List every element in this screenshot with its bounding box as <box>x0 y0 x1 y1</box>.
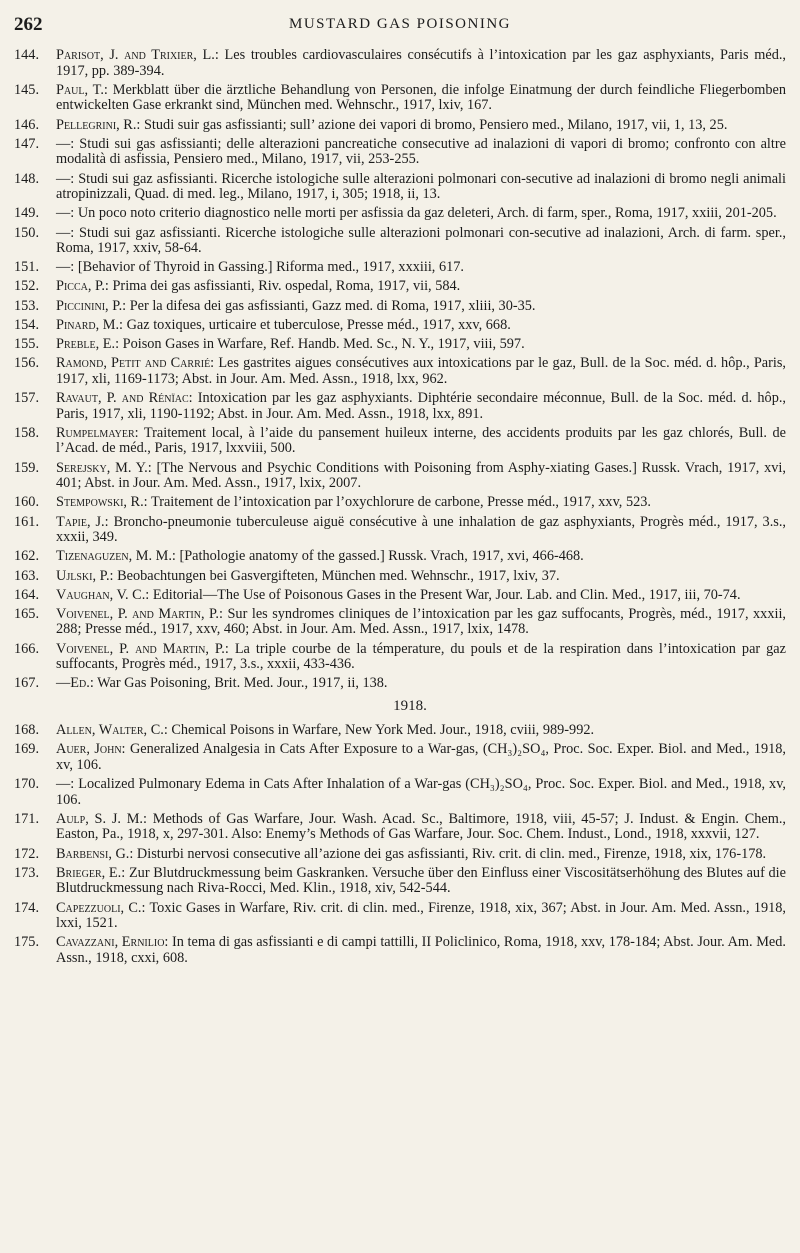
entry-text <box>56 723 786 739</box>
entry-number: 170. <box>14 776 40 792</box>
entry-text <box>56 866 786 897</box>
entry-author: Pinard, M.: <box>56 316 124 333</box>
bibliography-entry <box>14 495 786 511</box>
entry-author: —: <box>56 205 75 222</box>
entry-citation: Traitement local, à l’aide du pansement huileux interne, des accidents produits par les gaz chlorés, Bull. de l’Acad. de méd., Paris, 1917, lxxviii, 500. <box>56 424 786 457</box>
entry-citation: Chemical Poisons in Warfare, New York Med. Jour., 1918, cviii, 989-992. <box>171 722 595 739</box>
entry-text <box>56 299 786 315</box>
bibliography-entry <box>14 206 786 222</box>
entry-author: Rumpelmayer: <box>56 424 139 441</box>
entry-author: Ujlski, P.: <box>56 567 114 584</box>
entry-author: Auer, John: <box>56 741 126 758</box>
entry-text <box>56 426 786 457</box>
bibliography-entry <box>14 935 786 966</box>
entry-number: 157. <box>14 390 40 406</box>
entry-author: Paul, T.: <box>56 81 108 98</box>
entry-author: —: <box>56 135 75 152</box>
bibliography-entry <box>14 226 786 257</box>
entry-citation: Per la difesa dei gas asfissianti, Gazz med. di Roma, 1917, xliii, 30-35. <box>129 297 536 314</box>
entry-citation: Zur Blutdruckmessung beim Gaskranken. Versuche über den Einfluss einer Viscositätserhöhung des Blutes auf die Blutdruckmessung nach Riva-Rocci, Med. Klin., 1918, xiv, 542-544. <box>56 864 787 897</box>
entry-number: 153. <box>14 297 40 314</box>
entry-citation: Studi sui gaz asfissianti. Ricerche istologiche sulle alterazioni polmonari con-secutive ad inalazioni, Arch. di farm. sper., Roma, 1917, xxiv, 58-64. <box>56 224 786 257</box>
entry-citation: Les gastrites aigues consécutives aux intoxications par le gaz, Bull. de la Soc. méd. d. hôp., Paris, 1917, xli, 1169-1173; Abst. in Jour. Am. Med. Assn., 1918, lxx, 962. <box>56 355 786 387</box>
entry-number: 149. <box>14 205 40 222</box>
entry-text <box>56 337 786 353</box>
page-number: 262 <box>14 14 43 35</box>
entry-citation: Poison Gases in Warfare, Ref. Handb. Med. Sc., N. Y., 1917, viii, 597. <box>122 336 525 353</box>
entry-number: 161. <box>14 513 40 530</box>
entry-citation: Studi sui gas asfissianti; delle alterazioni pancreatiche consecutive ad inalazioni di vapori di bromo; confronto con altre modalità di asfissia, Pensiero med., Milano, 1917, vii, 253-255. <box>56 135 786 168</box>
bibliography-entry <box>14 118 786 134</box>
entry-text <box>56 642 786 673</box>
entry-text <box>56 206 786 222</box>
entry-author: Allen, Walter, C.: <box>56 722 168 739</box>
bibliography-entry <box>14 391 786 422</box>
entry-citation: Localized Pulmonary Edema in Cats After Inhalation of a War-gas (CH₃)₂SO₄, Proc. Soc. Exper. Biol. and Med., 1918, xv, 106. <box>56 776 787 808</box>
bibliography-entry <box>14 676 786 692</box>
entry-text <box>56 935 786 966</box>
bibliography-entry <box>14 642 786 673</box>
entry-number: 150. <box>14 224 40 241</box>
entry-text <box>56 318 786 334</box>
entry-text <box>56 847 786 863</box>
running-title: MUSTARD GAS POISONING <box>289 16 511 32</box>
entry-text <box>56 588 786 604</box>
entry-citation: [Pathologie anatomy of the gassed.] Russk. Vrach, 1917, xvi, 466-468. <box>179 548 584 565</box>
bibliography-entry <box>14 723 786 739</box>
entry-text <box>56 812 786 843</box>
entry-author: Picca, P.: <box>56 278 109 295</box>
entry-author: —: <box>56 259 75 276</box>
entry-author: Parisot, J. and Trixier, L.: <box>56 47 219 63</box>
bibliography-entry <box>14 48 786 79</box>
entry-author: Serejsky, M. Y.: <box>56 459 152 476</box>
entry-citation: Disturbi nervosi consecutive all’azione dei gas asfissianti, Riv. crit. di clin. med., Firenze, 1918, xix, 176-178. <box>136 845 767 862</box>
bibliography-entry <box>14 137 786 168</box>
bibliography-entry <box>14 901 786 932</box>
bibliography-entry <box>14 299 786 315</box>
bibliography-entry <box>14 461 786 492</box>
bibliography-entry <box>14 847 786 863</box>
entry-text <box>56 515 786 546</box>
entry-citation: Intoxication par les gaz asphyxiants. Diphtérie secondaire méconnue, Bull. de la Soc. méd. d. hôp., Paris, 1917, xli, 1190-1192; Abst. in Jour. Am. Med. Assn., 1918, lxx, 891. <box>56 390 786 422</box>
bibliography-entry <box>14 337 786 353</box>
bibliography-entry <box>14 279 786 295</box>
entry-citation: Merkblatt über die ärztliche Behandlung von Personen, die infolge Einatmung der durch feindliche Fliegerbomben entwickelten Gase erkrankt sind, München med. Wehnschr., 1917, lxiv, 167. <box>56 81 786 114</box>
entry-citation: Methods of Gas Warfare, Jour. Wash. Acad. Sc., Baltimore, 1918, viii, 45-57; J. Indust. & Engin. Chem., Easton, Pa., 1918, x, 297-301. Also: Enemy’s Methods of Gas Warfare, Jour. Soc. Chem. Indust., Lond., 1918, xxxvii, 127. <box>56 810 786 843</box>
entry-citation: Studi sui gaz asfissianti. Ricerche istologiche sulle alterazioni polmonari con-secutive ad inalazioni di bromo negli animali atropinizzali, Quad. di med. leg., Milano, 1917, i, 305; 1918, ii, 13. <box>56 170 786 203</box>
entry-number: 159. <box>14 459 40 476</box>
entry-number: 167. <box>14 675 40 692</box>
entry-number: 151. <box>14 259 40 276</box>
entry-number: 169. <box>14 741 40 758</box>
entry-author: Barbensi, G.: <box>56 845 134 862</box>
entry-text <box>56 901 786 932</box>
entry-text <box>56 226 786 257</box>
entry-author: Brieger, E.: <box>56 864 126 881</box>
bibliography-entry <box>14 515 786 546</box>
entry-number: 175. <box>14 934 40 951</box>
entry-author: Preble, E.: <box>56 336 120 353</box>
year-heading: 1918. <box>393 698 427 715</box>
bibliography-entry <box>14 549 786 565</box>
entry-citation: Toxic Gases in Warfare, Riv. crit. di clin. med., Firenze, 1918, xix, 367; Abst. in Jour. Am. Med. Assn., 1918, lxxi, 1521. <box>56 899 786 932</box>
entry-citation: Editorial—The Use of Poisonous Gases in the Present War, Jour. Lab. and Clin. Med., 1917, iii, 70-74. <box>152 586 741 603</box>
entry-number: 171. <box>14 810 40 827</box>
entry-citation: In tema di gas asfissianti e di campi tattilli, II Policlinico, Roma, 1918, xxv, 178-184; Abst. Jour. Am. Med. Assn., 1918, cxxi, 608. <box>56 934 786 966</box>
bibliography-entry <box>14 318 786 334</box>
bibliography-entry <box>14 588 786 604</box>
entry-text <box>56 279 786 295</box>
bibliography-list <box>14 48 786 967</box>
entry-number: 144. <box>14 47 40 63</box>
entry-citation: Broncho-pneumonie tuberculeuse aiguë consécutive à une inhalation de gaz asphyxiants, Progrès méd., 1917, 3.s., xxxii, 349. <box>56 513 786 546</box>
entry-author: Aulp, S. J. M.: <box>56 810 147 827</box>
entry-citation: Sur les syndromes cliniques de l’intoxication par les gaz suffocants, Progrès, méd., 1917, xxxii, 288; Presse méd., 1917, xxv, 460; Abst. in Jour. Am. Med. Assn., 1917, lxix, 1478. <box>56 605 786 638</box>
entry-citation: Gaz toxiques, urticaire et tuberculose, Presse méd., 1917, xxv, 668. <box>126 316 511 333</box>
entry-text <box>56 48 786 79</box>
entry-number: 173. <box>14 864 40 881</box>
entry-number: 164. <box>14 586 40 603</box>
entry-citation: Generalized Analgesia in Cats After Exposure to a War-gas, (CH₃)₂SO₄, Proc. Soc. Exper. Biol. and Med., 1918, xv, 106. <box>56 741 787 773</box>
bibliography-entry <box>14 260 786 276</box>
entry-text <box>56 607 786 638</box>
entry-number: 158. <box>14 424 40 441</box>
entry-number: 156. <box>14 355 40 372</box>
entry-text <box>56 495 786 511</box>
entry-citation: Les troubles cardiovasculaires consécutifs à l’intoxication par les gaz asphyxiants, Paris méd., 1917, pp. 389-394. <box>56 47 786 79</box>
bibliography-entry <box>14 172 786 203</box>
bibliography-entry <box>14 83 786 114</box>
entry-number: 172. <box>14 845 40 862</box>
entry-text <box>56 172 786 203</box>
entry-number: 152. <box>14 278 40 295</box>
entry-text <box>56 676 786 692</box>
entry-number: 155. <box>14 336 40 353</box>
entry-text <box>56 569 786 585</box>
entry-text <box>56 777 786 808</box>
entry-author: Ramond, Petit and Carrié: <box>56 355 215 372</box>
entry-number: 168. <box>14 722 40 739</box>
entry-number: 147. <box>14 135 40 152</box>
bibliography-entry <box>14 866 786 897</box>
entry-number: 166. <box>14 640 40 657</box>
entry-number: 146. <box>14 116 40 133</box>
bibliography-entry <box>14 426 786 457</box>
entry-citation: [The Nervous and Psychic Conditions with Poisoning from Asphy-xiating Gases.] Russk. Vrach, 1917, xvi, 401; Abst. in Jour. Am. Med. Assn., 1917, lxix, 2007. <box>56 459 786 492</box>
entry-author: —: <box>56 776 75 792</box>
entry-text <box>56 356 786 387</box>
entry-text <box>56 391 786 422</box>
bibliography-entry <box>14 607 786 638</box>
entry-number: 145. <box>14 81 40 98</box>
entry-author: —: <box>56 224 75 241</box>
entry-author: —: <box>56 170 75 187</box>
entry-citation: Un poco noto criterio diagnostico nelle morti per asfissia da gaz deleteri, Arch. di farm, sper., Roma, 1917, xxiii, 201-205. <box>77 205 777 222</box>
entry-author: Pellegrini, R.: <box>56 116 141 133</box>
entry-citation: [Behavior of Thyroid in Gassing.] Riforma med., 1917, xxxiii, 617. <box>77 259 464 276</box>
entry-author: —Ed.: <box>56 675 94 692</box>
entry-author: Tapie, J.: <box>56 513 109 530</box>
entry-text <box>56 549 786 565</box>
entry-citation: La triple courbe de la témperature, du pouls et de la respiration dans l’intoxication par gaz suffocants, Progrès méd., 1917, 3.s., xxxii, 433-436. <box>56 640 786 673</box>
entry-author: Voivenel, P. and Martin, P.: <box>56 605 223 622</box>
entry-number: 174. <box>14 899 40 916</box>
entry-number: 165. <box>14 605 40 622</box>
entry-text <box>56 461 786 492</box>
bibliography-entry <box>14 569 786 585</box>
bibliography-entry <box>14 777 786 808</box>
bibliography-entry <box>14 356 786 387</box>
entry-author: Ravaut, P. and Rénïac: <box>56 390 193 406</box>
entry-number: 154. <box>14 316 40 333</box>
entry-number: 162. <box>14 548 40 565</box>
entry-author: Tizenaguzen, M. M.: <box>56 548 176 565</box>
page-header <box>14 14 786 38</box>
entry-citation: Beobachtungen bei Gasvergifteten, München med. Wehnschr., 1917, lxiv, 37. <box>117 567 560 584</box>
entry-text <box>56 118 786 134</box>
entry-author: Vaughan, V. C.: <box>56 586 150 603</box>
entry-citation: War Gas Poisoning, Brit. Med. Jour., 1917, ii, 138. <box>97 675 388 692</box>
entry-citation: Traitement de l’intoxication par l’oxychlorure de carbone, Presse méd., 1917, xxv, 523. <box>150 494 651 511</box>
entry-text <box>56 137 786 168</box>
entry-citation: Studi suir gas asfissianti; sull’ azione dei vapori di bromo, Pensiero med., Milano, 1917, vii, 1, 13, 25. <box>143 116 728 133</box>
entry-number: 160. <box>14 494 40 511</box>
entry-author: Stempowski, R.: <box>56 494 148 511</box>
entry-author: Piccinini, P.: <box>56 297 127 314</box>
bibliography-entry <box>14 812 786 843</box>
entry-text <box>56 742 786 773</box>
entry-citation: Prima dei gas asfissianti, Riv. ospedal, Roma, 1917, vii, 584. <box>112 278 461 295</box>
entry-number: 148. <box>14 170 40 187</box>
bibliography-entry <box>14 742 786 773</box>
entry-text <box>56 83 786 114</box>
entry-number: 163. <box>14 567 40 584</box>
entry-text <box>56 260 786 276</box>
entry-author: Voivenel, P. and Martin, P.: <box>56 640 229 657</box>
entry-author: Capezzuoli, C.: <box>56 899 146 916</box>
entry-author: Cavazzani, Ernilio: <box>56 934 169 951</box>
